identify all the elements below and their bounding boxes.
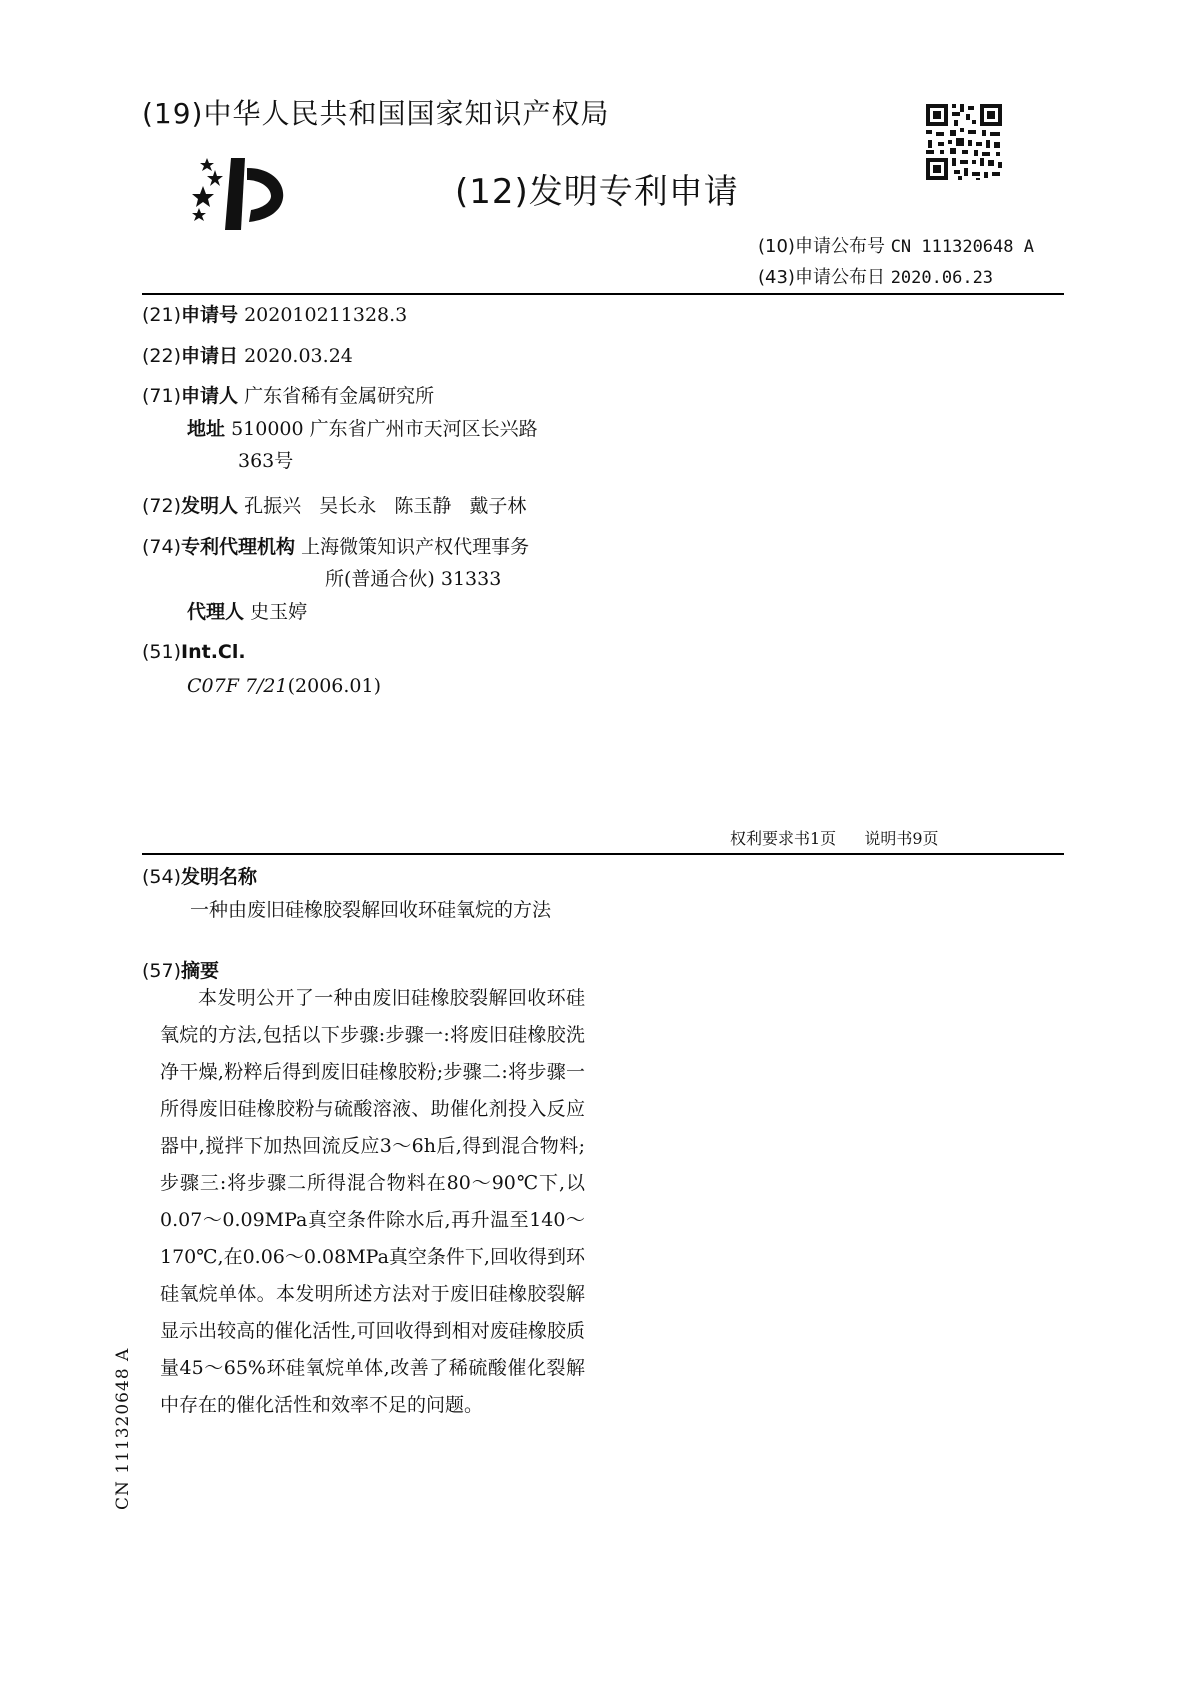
office-name: (19)中华人民共和国国家知识产权局 bbox=[142, 97, 610, 130]
applicant-code: (71) bbox=[142, 385, 182, 407]
invention-title-heading bbox=[142, 862, 257, 889]
applicant bbox=[142, 381, 434, 408]
qr-code-icon bbox=[924, 102, 1004, 182]
abstract-text: 本发明公开了一种由废旧硅橡胶裂解回收环硅氧烷的方法,包括以下步骤:步骤一:将废旧硅橡胶洗净干燥,粉粹后得到废旧硅橡胶粉;步骤二:将步骤一所得废旧硅橡胶粉与硫酸溶液、助催化剂投入反应器中,搅拌下加热回流反应3～6h后,得到混合物料;步骤三:将步骤二所得混合物料在80～90℃下,以0.07～0.09MPa真空条件除水后,再升温至140～170℃,在0.06～0.08MPa真空条件下,回收得到环硅氧烷单体。本发明所述方法对于废旧硅橡胶裂解显示出较高的催化活性,可回收得到相对废硅橡胶质量45～65%环硅氧烷单体,改善了稀硫酸催化裂解中存在的催化活性和效率不足的问题。 bbox=[160, 987, 585, 1416]
publication-number-value: CN 111320648 A bbox=[890, 237, 1034, 257]
patent-agency-line1: 上海微策知识产权代理事务 bbox=[301, 536, 530, 558]
application-date-value: 2020.03.24 bbox=[244, 345, 353, 367]
side-publication-number-text: CN 111320648 A bbox=[113, 1347, 133, 1510]
ipc-classification bbox=[187, 675, 381, 697]
inventors-label: 发明人 bbox=[181, 495, 239, 517]
claims-pages: 权利要求书1页 bbox=[730, 829, 837, 848]
int-cl-code: (51) bbox=[142, 641, 182, 663]
applicant-label: 申请人 bbox=[181, 385, 239, 407]
abstract-label: 摘要 bbox=[181, 960, 220, 982]
page-counts bbox=[730, 826, 939, 849]
application-number-code: (21) bbox=[142, 304, 182, 326]
header-divider bbox=[142, 293, 1064, 295]
agent-label: 代理人 bbox=[187, 601, 245, 623]
patent-agency bbox=[142, 532, 529, 559]
inventors-code: (72) bbox=[142, 495, 182, 517]
inventors-value: 孔振兴 吴长永 陈玉静 戴子林 bbox=[244, 495, 527, 517]
application-date-code: (22) bbox=[142, 345, 182, 367]
patent-agency-code: (74) bbox=[142, 536, 182, 558]
abstract-code: (57) bbox=[142, 960, 182, 982]
agent-value: 史玉婷 bbox=[250, 601, 308, 623]
title-label: 发明名称 bbox=[181, 866, 258, 888]
ipc-class: C07F 7/21 bbox=[187, 675, 288, 697]
patent-agency-line2: 所(普通合伙) 31333 bbox=[325, 568, 502, 590]
title-code: (54) bbox=[142, 866, 182, 888]
application-date bbox=[142, 341, 353, 368]
address-line1: 510000 广东省广州市天河区长兴路 bbox=[231, 418, 538, 440]
applicant-value: 广东省稀有金属研究所 bbox=[244, 385, 435, 407]
abstract-heading bbox=[142, 956, 219, 983]
inventors bbox=[142, 491, 526, 518]
application-number bbox=[142, 300, 407, 327]
section-divider bbox=[142, 853, 1064, 855]
cnipa-logo-icon bbox=[185, 150, 295, 235]
publication-number-label: (10)申请公布号 bbox=[758, 236, 885, 257]
publication-number bbox=[758, 232, 1034, 258]
publication-date bbox=[758, 263, 993, 289]
address bbox=[187, 414, 538, 441]
address-line2: 363号 bbox=[238, 450, 294, 472]
int-cl bbox=[142, 641, 246, 663]
address-label: 地址 bbox=[187, 418, 226, 440]
publication-date-label: (43)申请公布日 bbox=[758, 267, 885, 288]
description-pages: 说明书9页 bbox=[864, 829, 939, 848]
application-number-label: 申请号 bbox=[181, 304, 239, 326]
application-date-label: 申请日 bbox=[181, 345, 239, 367]
application-number-value: 202010211328.3 bbox=[244, 304, 408, 326]
patent-agency-label: 专利代理机构 bbox=[181, 536, 296, 558]
ipc-version: (2006.01) bbox=[287, 675, 382, 697]
agent bbox=[187, 597, 307, 624]
publication-date-value: 2020.06.23 bbox=[890, 268, 994, 288]
document-type: (12)发明专利申请 bbox=[455, 172, 739, 212]
int-cl-label: Int.Cl. bbox=[181, 641, 246, 663]
invention-title: 一种由废旧硅橡胶裂解回收环硅氧烷的方法 bbox=[190, 899, 552, 921]
